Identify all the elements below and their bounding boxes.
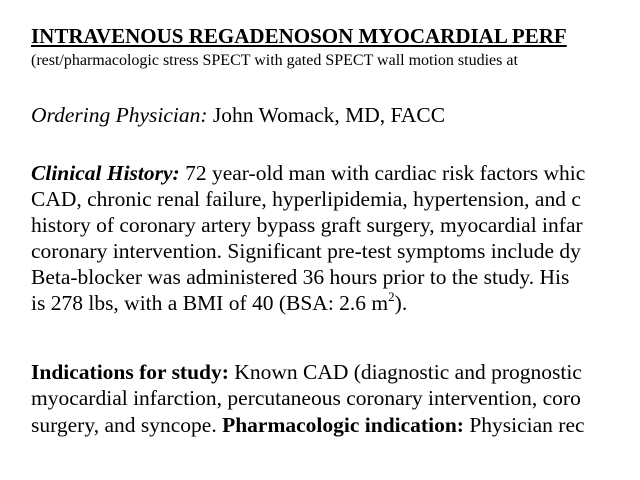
document-subtitle: (rest/pharmacologic stress SPECT with gated SPECT wall motion studies at (31, 52, 518, 69)
clinical-history-text-1: 72 year-old man with cardiac risk factors whic (179, 161, 586, 185)
ordering-physician-value: John Womack, MD, FACC (207, 103, 446, 127)
clinical-history-line-5: Beta-blocker was administered 36 hours prior to the study. His (31, 265, 570, 289)
clinical-history-line-6 (31, 291, 407, 315)
clinical-history-text-6: is 278 lbs, with a BMI of 40 (BSA: 2.6 m (31, 291, 389, 315)
clinical-history-label: Clinical History: (31, 161, 180, 185)
indications-line-1 (31, 360, 582, 384)
clinical-history-line-4: coronary intervention. Significant pre-test symptoms include dy (31, 239, 581, 263)
pharmacologic-indication-label: Pharmacologic indication: (222, 413, 464, 437)
document-title: INTRAVENOUS REGADENOSON MYOCARDIAL PERF (31, 24, 567, 48)
ordering-physician-line (31, 103, 445, 127)
indications-text-3: surgery, and syncope. (31, 413, 223, 437)
clinical-history-text-6-end: ). (394, 291, 408, 315)
superscript-exponent: 2 (388, 289, 395, 304)
indications-text-3-end: Physician rec (463, 413, 585, 437)
indications-line-3 (31, 413, 585, 437)
indications-text-1: Known CAD (diagnostic and prognostic (228, 360, 582, 384)
ordering-physician-label: Ordering Physician: (31, 103, 208, 127)
indications-line-2: myocardial infarction, percutaneous coronary intervention, coro (31, 386, 581, 410)
clinical-history-line-1 (31, 161, 585, 185)
clinical-history-line-2: CAD, chronic renal failure, hyperlipidemia, hypertension, and c (31, 187, 581, 211)
clinical-history-line-3: history of coronary artery bypass graft surgery, myocardial infar (31, 213, 583, 237)
indications-label: Indications for study: (31, 360, 229, 384)
